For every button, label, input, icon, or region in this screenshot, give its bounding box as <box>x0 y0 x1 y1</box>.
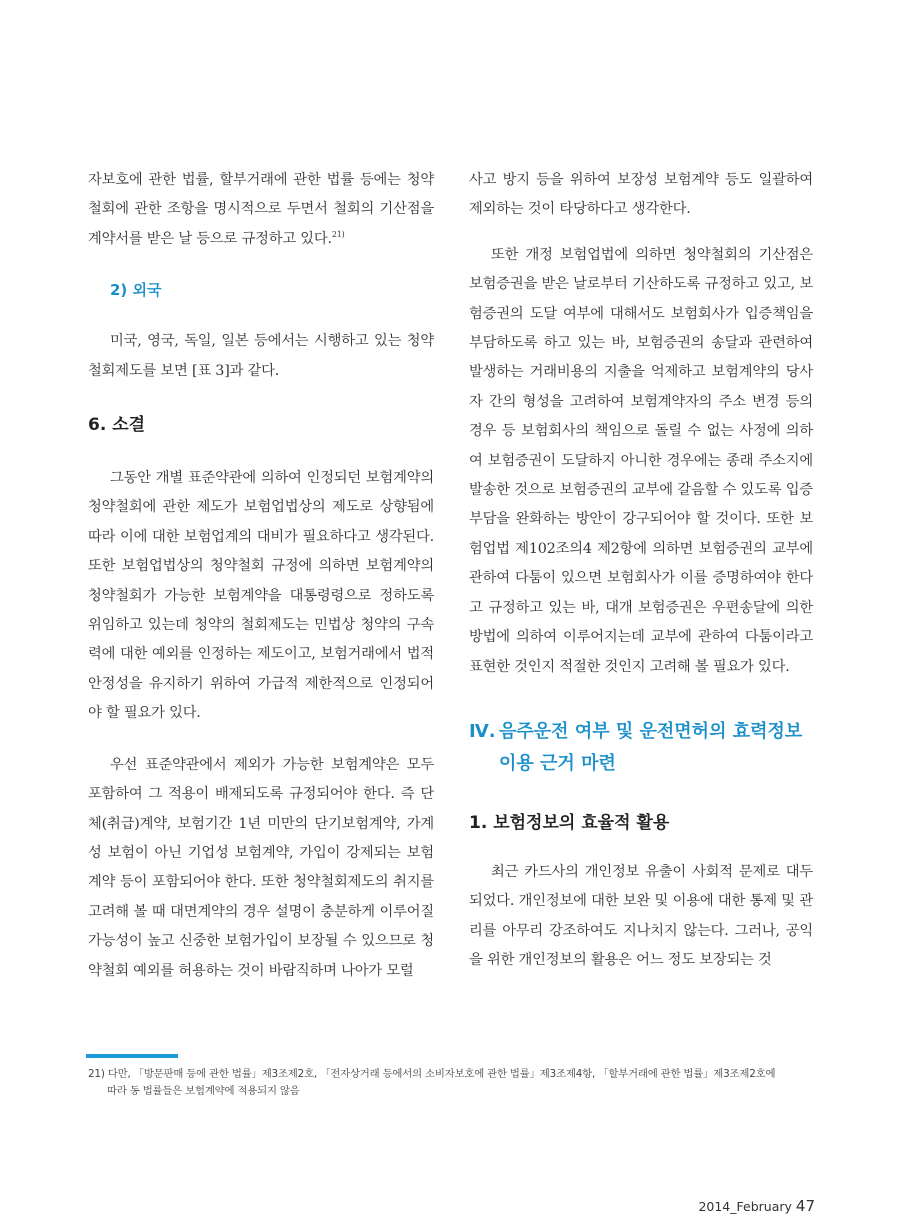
footnote-line: 21) 다만, 「방문판매 등에 관한 법률」제3조제2호, 「전자상거래 등에서의 소비자보호에 관한 법률」제3조제4항, 「할부거래에 관한 법률」제3조제2호에 <box>88 1068 776 1080</box>
issue-label: 2014_February <box>698 1199 792 1214</box>
paragraph: 미국, 영국, 독일, 일본 등에서는 시행하고 있는 청약철회제도를 보면 [표 3]과 같다. <box>88 333 434 379</box>
footnote <box>88 1066 818 1100</box>
footnote-reference[interactable]: 21) <box>331 230 345 240</box>
subheading-foreign: 2) 외국 <box>110 281 162 300</box>
paragraph: 우선 표준약관에서 제외가 가능한 보험계약은 모두 포함하여 그 적용이 배제되도록 규정되어야 한다. 즉 단체(취급)계약, 보험기간 1년 미만의 단기보험계약, 가계성 보험이 아닌 기업성 보험계약, 가입이 강제되는 보험계약 등이 포함되어야 한다. 또한 청약철회제도의 취지를 고려해 볼 때 대면계약의 경우 설명이 충분하게 이루어질 가능성이 높고 신중한 보험가입이 보장될 수 있으므로 청약철회 예외를 허용하는 것이 바람직하며 나아가 모럴 <box>88 756 434 979</box>
paragraph <box>88 166 434 254</box>
right-column <box>469 166 813 976</box>
section-heading-insurance-info: 1. 보험정보의 효율적 활용 <box>469 812 670 833</box>
section-heading-conclusion: 6. 소결 <box>88 415 146 436</box>
page-footer <box>698 1196 815 1215</box>
footnote-line: 따라 동 법률들은 보험계약에 적용되지 않음 <box>107 1085 300 1097</box>
chapter-heading <box>469 716 813 780</box>
chapter-numeral: Ⅳ. <box>469 720 496 742</box>
chapter-title-line1: 음주운전 여부 및 운전면허의 효력정보 <box>499 720 803 742</box>
left-column <box>88 166 434 986</box>
paragraph: 또한 개정 보험업법에 의하면 청약철회의 기산점은 보험증권을 받은 날로부터 기산하도록 규정하고 있고, 보험증권의 도달 여부에 대해서도 보험회사가 입증책임을 부담하도록 하고 있는 바, 보험증권의 송달과 관련하여 발생하는 거래비용의 지출을 억제하고 보험계약의 당사자 간의 형성을 고려하여 보험계약자의 주소 변경 등의 경우 등 보험회사의 책임으로 돌릴 수 없는 사정에 의하여 보험증권이 도달하지 아니한 경우에는 종래 주소지에 발송한 것으로 보험증권의 교부에 갈음할 수 있도록 입증부담을 완화하는 방안이 강구되어야 할 것이다. 또한 보험업법 제102조의4 제2항에 의하면 보험증권의 교부에 관하여 다툼이 있으면 보험회사가 이를 증명하여야 한다고 규정하고 있는 바, 대개 보험증권은 우편송달에 의한 방법에 의하여 이루어지는데 교부에 관하여 다툼이라고 표현한 것인지 적절한 것인지 고려해 볼 필요가 있다. <box>469 246 813 675</box>
paragraph: 사고 방지 등을 위하여 보장성 보험계약 등도 일괄하여 제외하는 것이 타당하다고 생각한다. <box>469 172 813 218</box>
paragraph: 그동안 개별 표준약관에 의하여 인정되던 보험계약의 청약철회에 관한 제도가 보험업법상의 제도로 상향됨에 따라 이에 대한 보험업계의 대비가 필요하다고 생각된다. 또한 보험업법상의 청약철회 규정에 의하면 보험계약의 청약철회가 가능한 보험계약을 대통령령으로 정하도록 위임하고 있는데 청약의 철회제도는 민법상 청약의 구속력에 대한 예외를 인정하는 제도이고, 보험거래에서 법적 안정성을 유지하기 위하여 가급적 제한적으로 인정되어야 할 필요가 있다. <box>88 470 434 722</box>
page-number: 47 <box>795 1197 815 1215</box>
paragraph: 최근 카드사의 개인정보 유출이 사회적 문제로 대두되었다. 개인정보에 대한 보완 및 이용에 대한 통제 및 관리를 아무리 강조하여도 지나치지 않는다. 그러나, 공익을 위한 개인정보의 활용은 어느 정도 보장되는 것 <box>469 863 813 969</box>
footnote-divider <box>86 1054 178 1058</box>
chapter-title-line2: 이용 근거 마련 <box>499 752 616 774</box>
paragraph-text: 자보호에 관한 법률, 할부거래에 관한 법률 등에는 청약철회에 관한 조항을 명시적으로 두면서 철회의 기산점을 계약서를 받은 날 등으로 규정하고 있다. <box>88 172 434 247</box>
